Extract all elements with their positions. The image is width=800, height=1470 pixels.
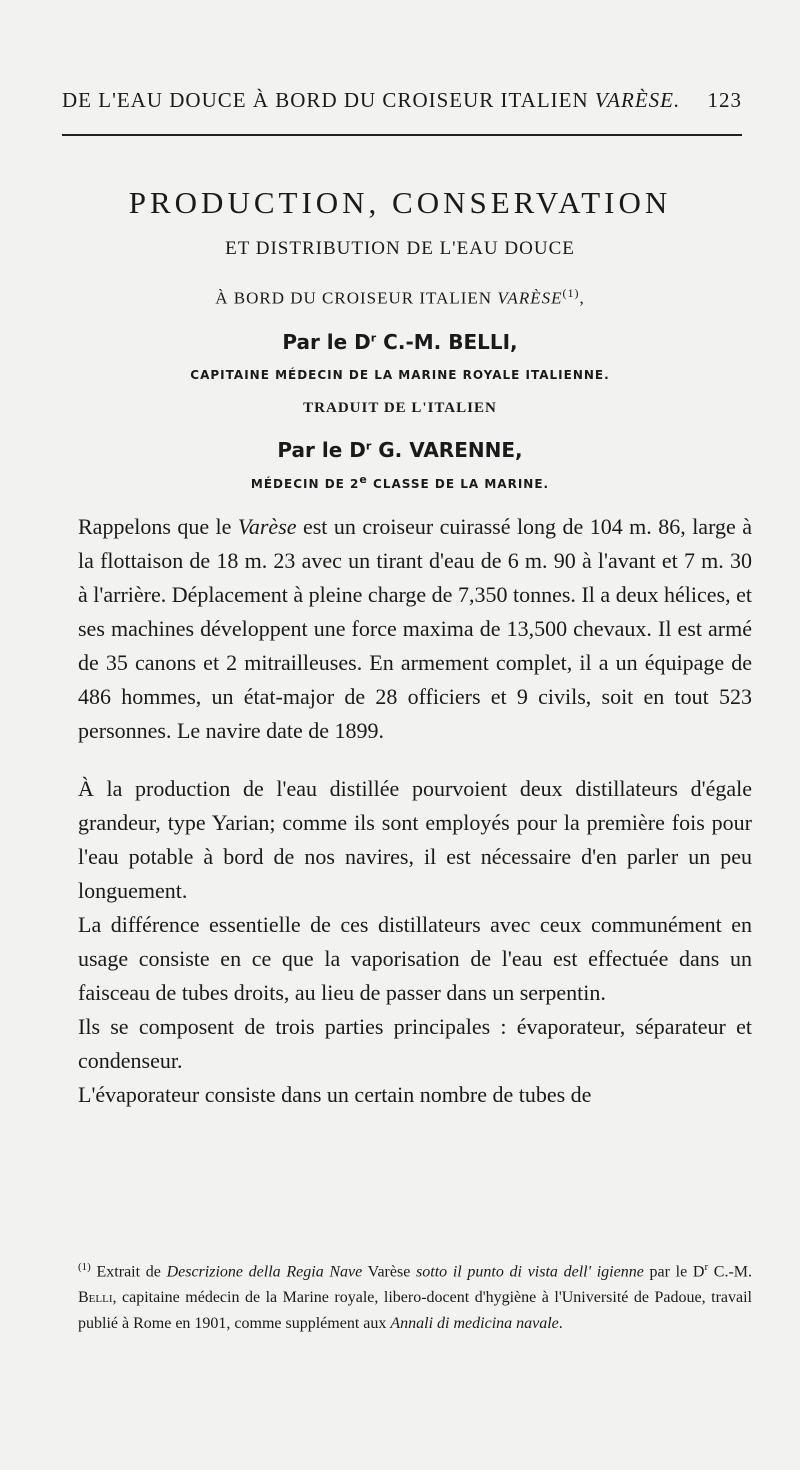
translated-line: TRADUIT DE L'ITALIEN [303,400,497,416]
fn-e: , capitaine médecin de la Marine royale, libero-docent d'hygiène à l'Université de Padoue, travail publié à Rome en 1901, comme supplément aux [78,1289,752,1333]
translator-name: G. VARENNE, [371,438,523,462]
footnote-ref: (1) [562,286,580,300]
footnote-marker: (1) [78,1261,91,1273]
subtitle-2-suffix: , [579,288,585,308]
p1-rest: est un croiseur cuirassé long de 104 m. 86, large à la flottaison de 18 m. 23 avec un tirant d'eau de 6 m. 90 à l'avant et 7 m. 30 à l'arrière. Déplacement à pleine charge de 7,350 tonnes. Il a deux hélices, et ses machines développent une force maxima de 13,500 chevaux. Il est armé de 35 canons et 2 mitrailleuses. En armement complet, il a un équipage de 486 hommes, un état-major de 28 officiers et 9 civils, soit en tout 523 personnes. Le navire date de 1899. [78,514,752,743]
article-subtitle-2 [0,286,800,309]
running-head-title [62,88,680,113]
translator-role [0,473,800,491]
translator-line [0,438,800,462]
fn-c: par le D [643,1263,705,1281]
author-line [0,330,800,354]
p1-start: Rappelons que le [78,514,238,539]
paragraph-1 [78,510,752,748]
author-role: CAPITAINE MÉDECIN DE LA MARINE ROYALE ITALIENNE. [190,368,610,382]
translator-sup: r [365,439,372,453]
paragraph-3: La différence essentielle de ces distillateurs avec ceux communément en usage consiste en ce que la vaporisation de l'eau est effectuée dans un faisceau de tubes droits, au lieu de passer dans un serpentin. [78,912,752,1005]
page-number: 123 [707,88,742,112]
subtitle-2-prefix: À BORD DU CROISEUR ITALIEN [215,288,498,308]
fn-c-sup: r [704,1261,709,1273]
article-subtitle-1: ET DISTRIBUTION DE L'EAU DOUCE [225,238,575,259]
translator-role-a: MÉDECIN DE 2 [250,477,360,491]
translator-prefix: Par le D [277,438,366,462]
fn-source-title: Descrizione della Regia Nave [166,1263,363,1281]
paragraph-4: Ils se composent de trois parties principales : évaporateur, séparateur et condenseur. [78,1014,752,1073]
fn-a: Extrait de [90,1263,167,1281]
author-prefix: Par le D [282,330,371,354]
running-head-ship: VARÈSE. [594,88,681,112]
running-head-text: DE L'EAU DOUCE À BORD DU CROISEUR ITALIEN [62,88,595,112]
fn-journal: Annali di medicina navale [390,1315,559,1333]
paragraph-5: L'évaporateur consiste dans un certain nombre de tubes de [78,1082,592,1107]
fn-source-rest: sotto il punto di vista dell' igienne [416,1263,644,1281]
header-rule [62,134,742,136]
paragraph-2: À la production de l'eau distillée pourvoient deux distillateurs d'égale grandeur, type Yarian; comme ils sont employés pour la première fois pour l'eau potable à bord de nos navires, il est nécessaire d'en parler un peu longuement. [78,776,752,903]
fn-author: Belli [78,1289,113,1307]
running-head [62,88,742,113]
fn-f: . [558,1315,563,1333]
body-text [78,510,752,1112]
translator-role-b: CLASSE DE LA MARINE. [367,477,550,491]
p1-ship: Varèse [237,514,297,539]
subtitle-2-ship: VARÈSE [497,288,563,308]
translator-role-sup: e [359,473,368,486]
article-title: PRODUCTION, CONSERVATION [128,185,672,220]
footnote [78,1254,752,1337]
fn-b: Varèse [362,1263,417,1281]
author-sup: r [370,331,377,345]
fn-d: C.-M. [708,1263,753,1281]
author-name: C.-M. BELLI, [376,330,518,354]
